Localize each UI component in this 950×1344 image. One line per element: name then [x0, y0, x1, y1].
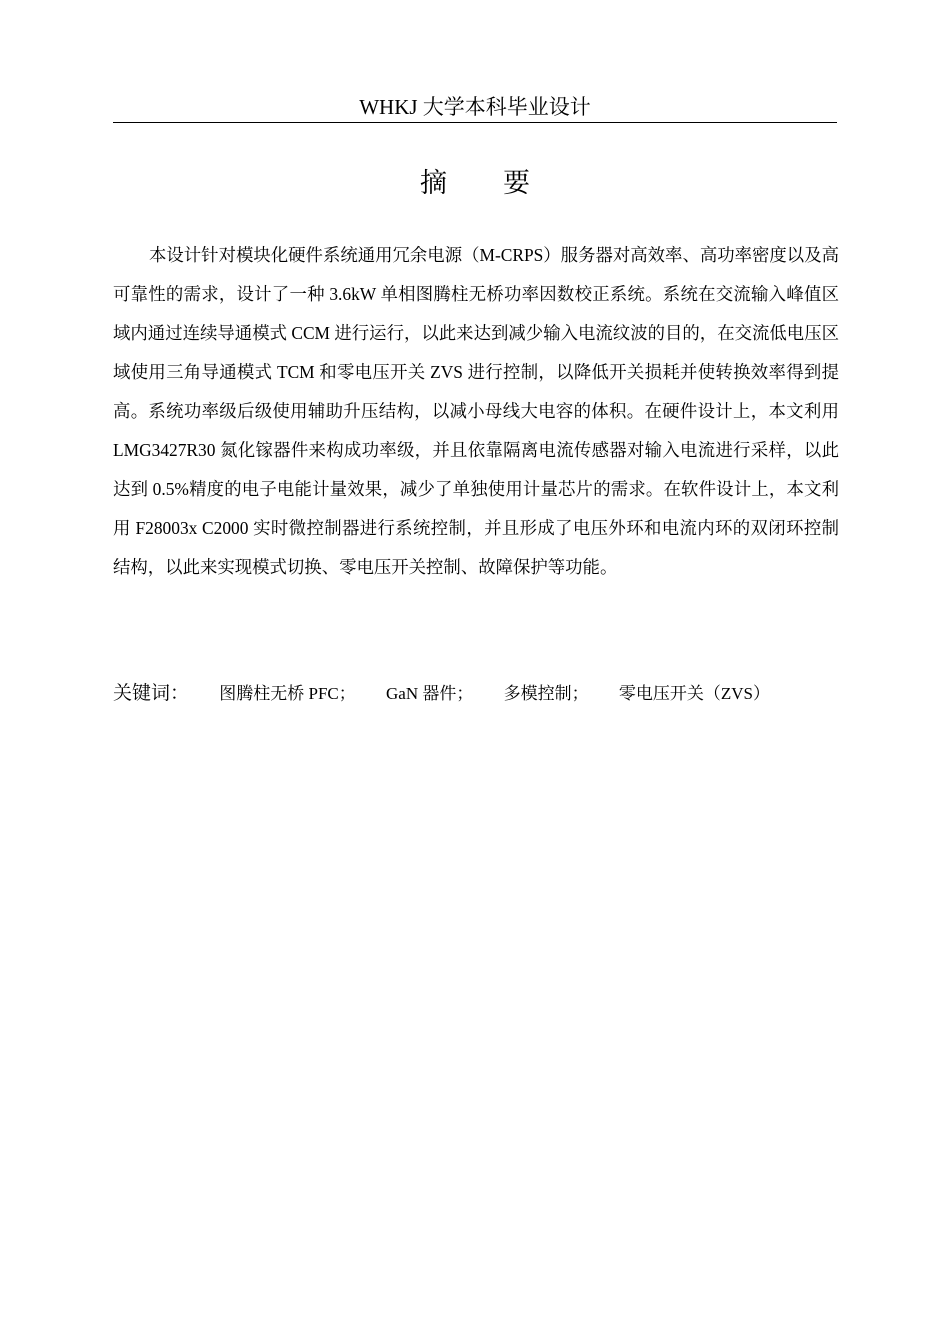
- keyword-item: 零电压开关（ZVS）: [618, 684, 770, 703]
- keyword-item: 图腾柱无桥 PFC；: [219, 684, 356, 703]
- running-header: WHKJ 大学本科毕业设计: [359, 95, 591, 119]
- keyword-item: GaN 器件；: [386, 684, 474, 703]
- keywords-line: [113, 678, 839, 709]
- abstract-body: 本设计针对模块化硬件系统通用冗余电源（M-CRPS）服务器对高效率、高功率密度以及高可靠性的需求，设计了一种 3.6kW 单相图腾柱无桥功率因数校正系统。系统在交流输入峰值区域内通过连续导通模式 CCM 进行运行，以此来达到减少输入电流纹波的目的，在交流低电压区域使用三角导通模式 TCM 和零电压开关 ZVS 进行控制，以降低开关损耗并使转换效率得到提高。系统功率级后级使用辅助升压结构，以减小母线大电容的体积。在硬件设计上，本文利用 LMG3427R30 氮化镓器件来构成功率级，并且依靠隔离电流传感器对输入电流进行采样，以此达到 0.5%精度的电子电能计量效果，减少了单独使用计量芯片的需求。在软件设计上，本文利用 F28003x C2000 实时微控制器进行系统控制，并且形成了电压外环和电流内环的双闭环控制结构，以此来实现模式切换、零电压开关控制、故障保护等功能。: [113, 245, 839, 577]
- keyword-item: 多模控制；: [503, 684, 589, 703]
- header-rule: [113, 122, 837, 123]
- keywords-label: 关键词：: [113, 682, 190, 704]
- abstract-heading: 摘要: [420, 168, 586, 198]
